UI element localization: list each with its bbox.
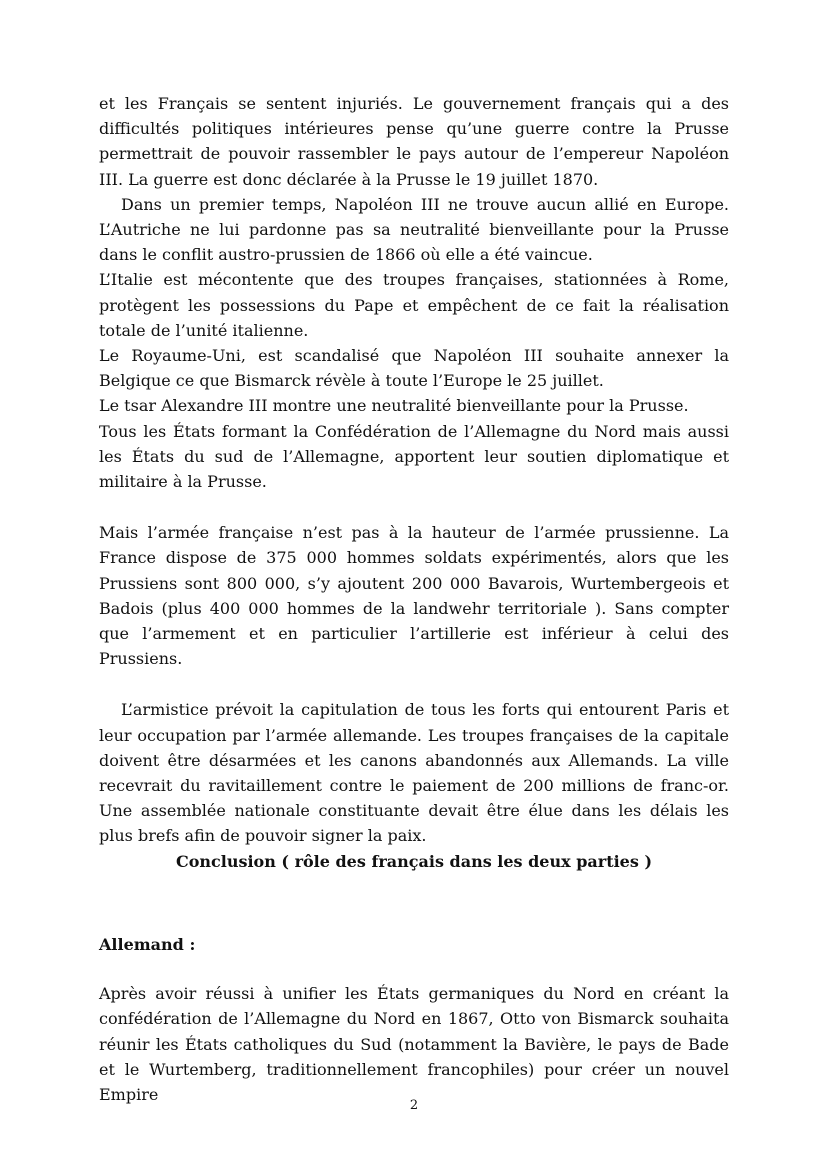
paragraph-spacer [99,671,729,697]
section-spacer [99,874,729,932]
paragraph-german-states: Tous les États formant la Confédération de l’Allemagne du Nord mais aussi les États du sud de l’Allemagne, apportent leur soutien diplomatique et militaire à la Prusse. [99,421,729,492]
section-spacer [99,957,729,981]
paragraph-united-kingdom: Le Royaume-Uni, est scandalisé que Napoléon III souhaite annexer la Belgique ce que Bismarck révèle à toute l’Europe le 25 juillet. [99,346,729,391]
paragraph-spacer [99,494,729,520]
paragraph-italy: L’Italie est mécontente que des troupes françaises, stationnées à Rome, protègent les possessions du Pape et empêchent de ce fait la réalisation totale de l’unité italienne. [99,270,729,340]
section-heading-conclusion: Conclusion ( rôle des français dans les deux parties ) [175,851,653,871]
body-text [99,91,729,1107]
subheading-allemand: Allemand : [99,934,196,954]
page-number: 2 [409,1098,419,1113]
paragraph-armistice: L’armistice prévoit la capitulation de tous les forts qui entourent Paris et leur occupation par l’armée allemande. Les troupes françaises de la capitale doivent être désarmées et les canons abandonnés aux Allemands. La ville recevrait du ravitaillement contre le paiement de 200 millions de franc-or. Une assemblée nationale constituante devait être élue dans les délais les plus brefs afin de pouvoir signer la paix. [99,700,729,846]
paragraph-no-allies: Dans un premier temps, Napoléon III ne trouve aucun allié en Europe. L’Autriche ne lui pardonne pas sa neutralité bienveillante pour la Prusse dans le conflit austro-prussien de 1866 où elle a été vaincue. [99,194,729,265]
paragraph-tsar: Le tsar Alexandre III montre une neutralité bienveillante pour la Prusse. [99,396,689,416]
paragraph-war-declaration: et les Français se sentent injuriés. Le gouvernement français qui a des difficultés politiques intérieures pense qu’une guerre contre la Prusse permettrait de pouvoir rassembler le pays autour de l’empereur Napoléon III. La guerre est donc déclarée à la Prusse le 19 juillet 1870. [99,94,729,189]
paragraph-bismarck: Après avoir réussi à unifier les États germaniques du Nord en créant la confédération de l’Allemagne du Nord en 1867, Otto von Bismarck souhaita réunir les États catholiques du Sud (notamment la Bavière, le pays de Bade et le Wurtemberg, traditionnellement francophiles) pour créer un nouvel Empire [99,984,729,1104]
paragraph-army-comparison: Mais l’armée française n’est pas à la hauteur de l’armée prussienne. La France dispose de 375 000 hommes soldats expérimentés, alors que les Prussiens sont 800 000, s’y ajoutent 200 000 Bavarois, Wurtembergeois et Badois (plus 400 000 hommes de la landwehr territoriale ). Sans compter que l’armement et en particulier l’artillerie est inférieur à celui des Prussiens. [99,523,729,669]
